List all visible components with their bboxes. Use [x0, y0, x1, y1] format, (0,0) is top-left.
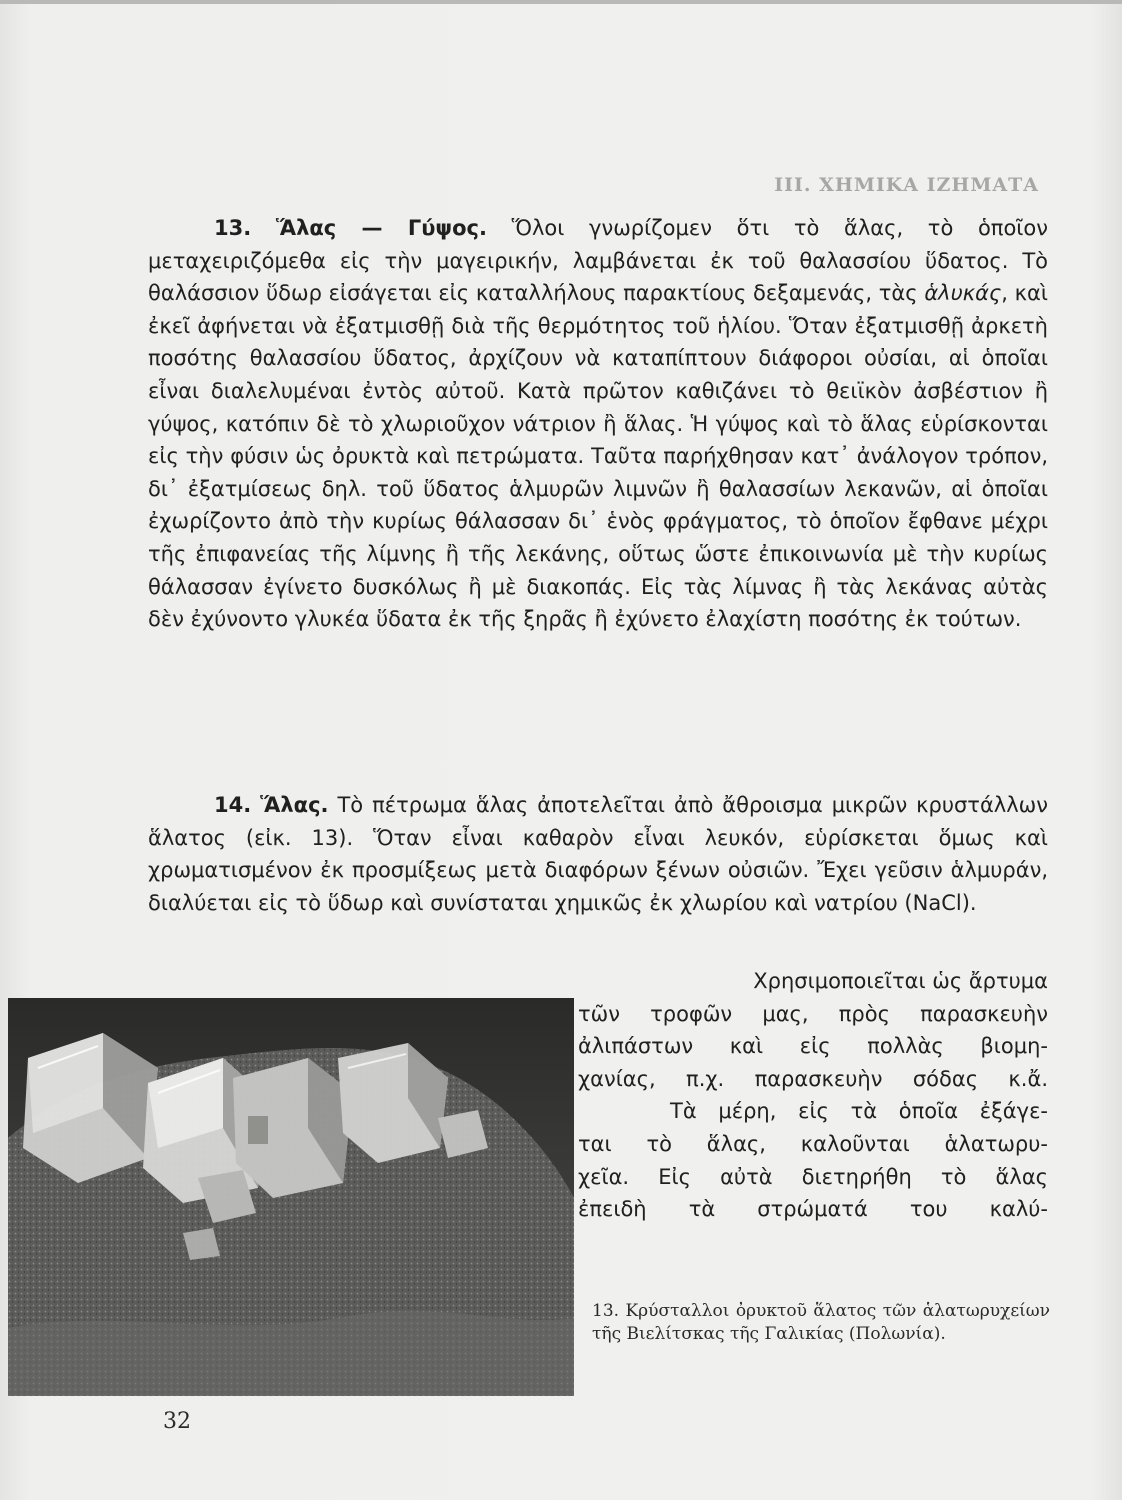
section-13-number: 13. — [214, 216, 252, 240]
side-line: ται τὸ ἅλας, καλοῦνται ἁλατωρυ- — [578, 1131, 1048, 1156]
side-line: ἀλιπάστων καὶ εἰς πολλὰς βιομη- — [578, 1034, 1048, 1059]
side-line: χανίας, π.χ. παρασκευὴν σόδας κ.ἄ. — [578, 1066, 1048, 1091]
section-13-paragraph — [148, 212, 1048, 636]
section-14-number: 14. — [214, 793, 252, 817]
side-line: ἐπειδὴ τὰ στρώματά του καλύ- — [578, 1197, 1048, 1222]
side-line: χεῖα. Εἰς αὐτὰ διετηρήθη τὸ ἅλας — [578, 1164, 1048, 1189]
section-14-text: Τὸ πέτρωμα ἅλας ἀποτελεῖται ἀπὸ ἄθροισμα μικρῶν κρυστάλλων ἅλατος (εἰκ. 13). Ὅταν εἶναι καθαρὸν εἶναι λευκόν, εὑρίσκεται ὅμως καὶ χρωματισμένον ἐκ προσμίξεως μετὰ διαφόρων ξένων οὐσιῶν. Ἔχει γεῦσιν ἁλμυράν, διαλύεται εἰς τὸ ὕδωρ καὶ συνίσταται χημικῶς ἐκ χλωρίου καὶ νατρίου (NaCl). — [148, 793, 1048, 915]
salt-crystals-illustration — [8, 998, 574, 1396]
side-paragraph — [578, 965, 1048, 1226]
side-line: Τὰ μέρη, εἰς τὰ ὁποῖα ἐξάγε- — [670, 1099, 1048, 1124]
side-line: Χρησιμοποιεῖται ὡς ἄρτυμα — [753, 969, 1048, 993]
section-14-paragraph — [148, 789, 1048, 919]
figure-caption: 13. Κρύσταλλοι ὀρυκτοῦ ἅλατος τῶν ἁλατωρυχείων τῆς Βιελίτσκας τῆς Γαλικίας (Πολωνία). — [592, 1301, 1050, 1344]
section-13-italic-term: ἁλυκάς — [924, 281, 1002, 306]
section-13-title: Ἅλας — Γύψος. — [275, 216, 487, 240]
page-number: 32 — [163, 1409, 191, 1434]
running-head: III. ΧΗΜΙΚΑ ΙΖΗΜΑΤΑ — [774, 174, 1039, 196]
page-top-edge — [0, 0, 1122, 4]
section-13-text-b: , καὶ ἐκεῖ ἀφήνεται νὰ ἐξατμισθῇ διὰ τῆς θερμότητος τοῦ ἡλίου. Ὅταν ἐξατμισθῇ ἀρκετὴ ποσότης θαλασσίου ὕδατος, ἀρχίζουν νὰ καταπίπτουν διάφοροι οὐσίαι, αἱ ὁποῖαι εἶναι διαλελυμέναι ἐντὸς αὐτοῦ. Κατὰ πρῶτον καθιζάνει τὸ θειϊκὸν ἀσβέστιον ἢ γύψος, κατόπιν δὲ τὸ χλωριοῦχον νάτριον ἢ ἅλας. Ἡ γύψος καὶ τὸ ἅλας εὑρίσκονται εἰς τὴν φύσιν ὡς ὀρυκτὰ καὶ πετρώματα. Ταῦτα παρήχθησαν κατ᾽ ἀνάλογον τρόπον, δι᾽ ἐξατμίσεως δηλ. τοῦ ὕδατος ἁλμυρῶν λιμνῶν ἢ θαλασσίων λεκανῶν, αἱ ὁποῖαι ἐχωρίζοντο ἀπὸ τὴν κυρίως θάλασσαν δι᾽ ἑνὸς φράγματος, τὸ ὁποῖον ἔφθανε μέχρι τῆς ἐπιφανείας τῆς λίμνης ἢ τῆς λεκάνης, οὕτως ὥστε ἐπικοινωνία μὲ τὴν κυρίως θάλασσαν ἐγίνετο δυσκόλως ἢ μὲ διακοπάς. Εἰς τὰς λίμνας ἢ τὰς λεκάνας αὐτὰς δὲν ἐχύνοντο γλυκέα ὕδατα ἐκ τῆς ξηρᾶς ἢ ἐχύνετο ἐλαχίστη ποσότης ἐκ τούτων. — [148, 281, 1049, 632]
section-13-text-a: Ὅλοι γνωρίζομεν ὅτι τὸ ἅλας, τὸ ὁποῖον μεταχειριζόμεθα εἰς τὴν μαγειρικήν, λαμβάνεται ἐκ τοῦ θαλασσίου ὕδατος. Τὸ θαλάσσιον ὕδωρ εἰσάγεται εἰς καταλλήλους παρακτίους δεξαμενάς, τὰς — [148, 216, 1048, 306]
side-line: τῶν τροφῶν μας, πρὸς παρασκευὴν — [578, 1001, 1048, 1026]
salt-crystals-photo — [8, 998, 574, 1396]
section-14-title: Ἅλας. — [260, 793, 329, 817]
